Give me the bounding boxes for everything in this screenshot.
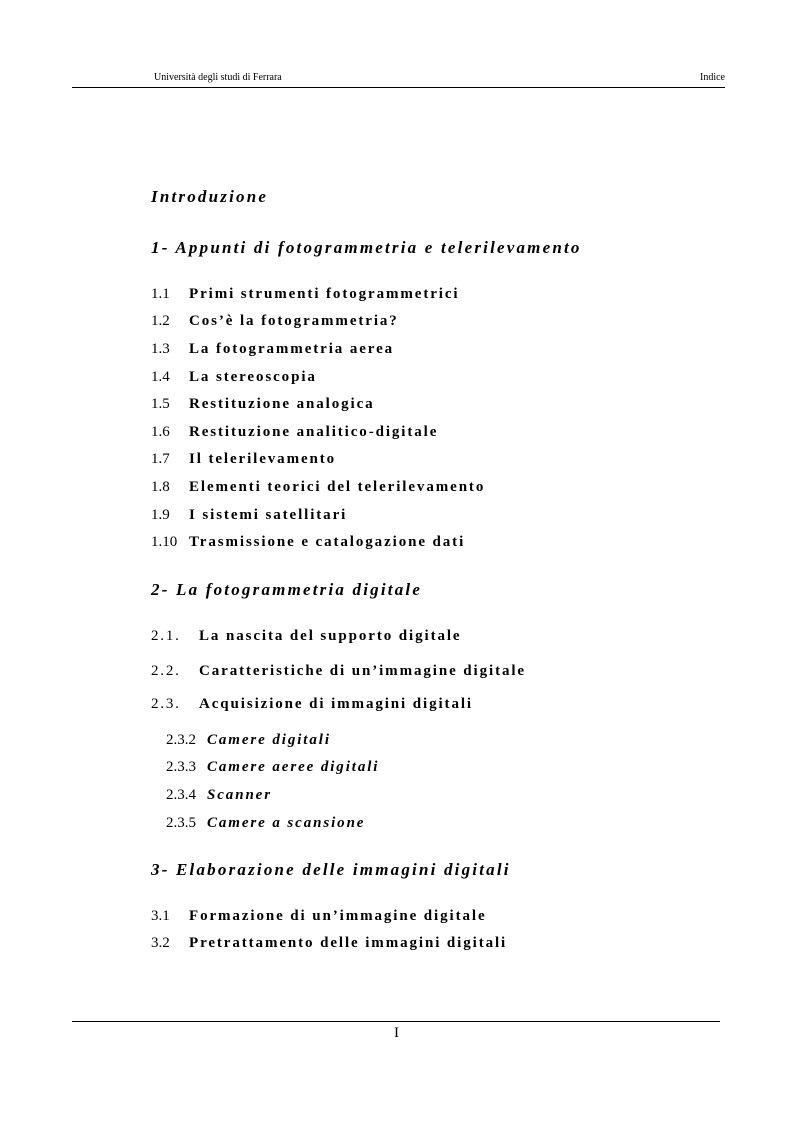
toc-entry-number: 2.2. [151, 663, 181, 679]
toc-entry-1-10 [151, 533, 465, 551]
toc-entry-number: 1.10 [151, 534, 178, 550]
toc-entry-number: 1.3 [151, 341, 170, 357]
toc-entry-title: Pretrattamento delle immagini digitali [189, 935, 508, 951]
toc-entry-title: Camere a scansione [207, 815, 366, 831]
toc-entry-title: Restituzione analitico-digitale [189, 424, 439, 440]
toc-entry-1-2 [151, 312, 399, 330]
toc-entry-title: Caratteristiche di un’immagine digitale [199, 663, 526, 679]
header-section: Indice [700, 72, 725, 83]
toc-entry-title: Scanner [207, 787, 272, 803]
toc-entry-1-8 [151, 478, 485, 496]
toc-entry-title: Camere aeree digitali [207, 759, 380, 775]
toc-entry-number: 1.6 [151, 424, 170, 440]
toc-entry-title: La stereoscopia [189, 369, 317, 385]
toc-entry-1-9 [151, 506, 347, 524]
toc-entry-number: 1.9 [151, 507, 170, 523]
toc-subentry-2-3-4 [166, 786, 272, 804]
toc-entry-number: 2.3.4 [166, 787, 196, 803]
toc-entry-title: Restituzione analogica [189, 396, 375, 412]
toc-entry-number: 1.7 [151, 451, 170, 467]
toc-entry-title: La nascita del supporto digitale [199, 628, 462, 644]
header-university: Università degli studi di Ferrara [154, 72, 282, 83]
toc-chapter-2-title: 2- La fotogrammetria digitale [151, 580, 423, 599]
toc-entry-title: Camere digitali [207, 732, 331, 748]
toc-entry-1-3 [151, 340, 394, 358]
toc-entry-number: 1.1 [151, 286, 170, 302]
toc-entry-number: 1.8 [151, 479, 170, 495]
toc-subentry-2-3-5 [166, 814, 365, 832]
toc-entry-3-2 [151, 934, 507, 952]
toc-entry-3-1 [151, 907, 487, 925]
toc-entry-title: Il telerilevamento [189, 451, 337, 467]
toc-entry-number: 1.2 [151, 313, 170, 329]
toc-introduzione: Introduzione [151, 187, 269, 206]
toc-entry-title: Elementi teorici del telerilevamento [189, 479, 486, 495]
toc-chapter-1-title: 1- Appunti di fotogrammetria e telerilevamento [151, 238, 582, 257]
toc-entry-number: 2.3.2 [166, 732, 196, 748]
toc-entry-2-1 [151, 627, 462, 645]
toc-chapter-3-title: 3- Elaborazione delle immagini digitali [151, 860, 511, 879]
toc-entry-title: Primi strumenti fotogrammetrici [189, 286, 460, 302]
toc-entry-1-4 [151, 368, 317, 386]
toc-entry-title: Cos’è la fotogrammetria? [189, 313, 399, 329]
page-number: I [394, 1025, 399, 1041]
footer-rule [72, 1021, 720, 1022]
toc-entry-number: 3.1 [151, 908, 170, 924]
toc-entry-number: 1.4 [151, 369, 170, 385]
toc-entry-2-3 [151, 695, 473, 713]
toc-subentry-2-3-3 [166, 758, 379, 776]
toc-entry-number: 2.3.5 [166, 815, 196, 831]
toc-entry-2-2 [151, 662, 526, 680]
toc-entry-number: 2.3. [151, 696, 181, 712]
toc-entry-title: La fotogrammetria aerea [189, 341, 395, 357]
toc-entry-number: 2.3.3 [166, 759, 196, 775]
toc-entry-1-6 [151, 423, 438, 441]
toc-entry-title: Acquisizione di immagini digitali [199, 696, 473, 712]
toc-entry-1-5 [151, 395, 375, 413]
toc-entry-number: 2.1. [151, 628, 181, 644]
toc-entry-title: I sistemi satellitari [189, 507, 348, 523]
toc-entry-1-1 [151, 285, 459, 303]
toc-subentry-2-3-2 [166, 731, 331, 749]
toc-entry-title: Trasmissione e catalogazione dati [189, 534, 466, 550]
toc-entry-1-7 [151, 450, 336, 468]
toc-entry-number: 3.2 [151, 935, 170, 951]
toc-entry-title: Formazione di un’immagine digitale [189, 908, 487, 924]
running-header [72, 72, 725, 88]
toc-entry-number: 1.5 [151, 396, 170, 412]
